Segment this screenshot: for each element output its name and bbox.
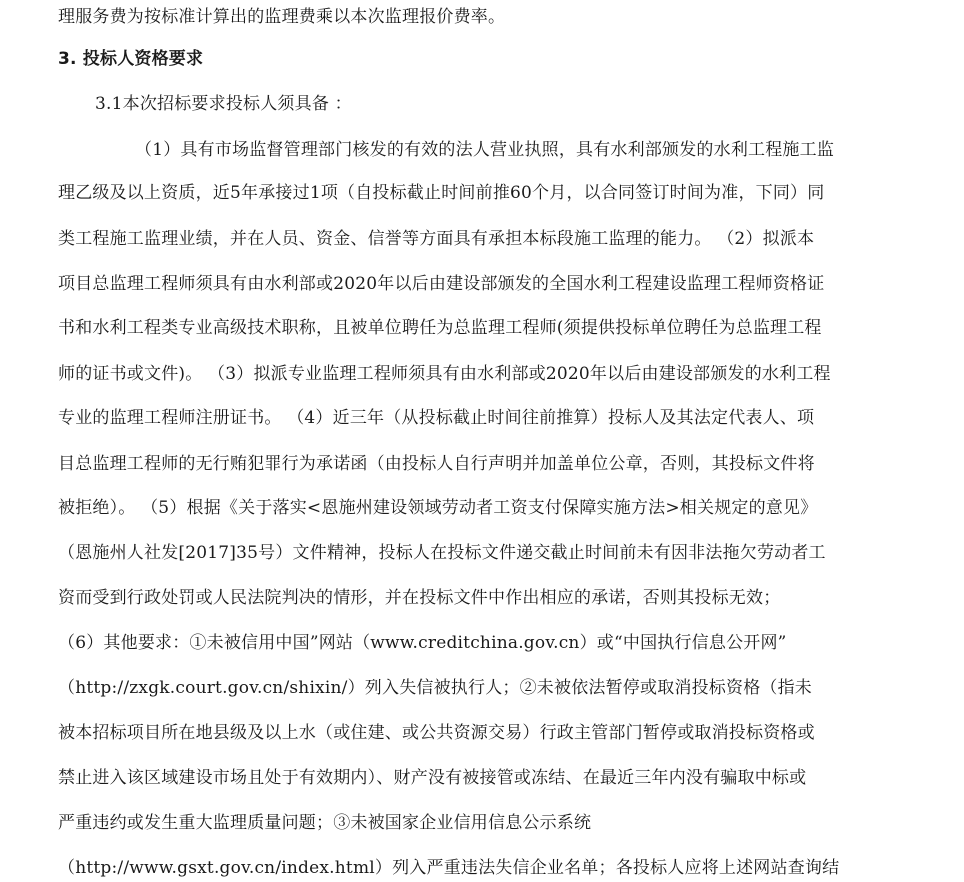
section-heading: 3. 投标人资格要求 <box>58 49 204 69</box>
text-line: 类工程施工监理业绩，并在人员、资金、信誉等方面具有承担本标段施工监理的能力。 （2）拟派本 <box>58 229 815 249</box>
text-line: 专业的监理工程师注册证书。 （4）近三年（从投标截止时间往前推算）投标人及其法定代表人、项 <box>58 408 815 428</box>
text-line: （恩施州人社发[2017]35号）文件精神，投标人在投标文件递交截止时间前未有因非法拖欠劳动者工 <box>58 543 826 563</box>
text-line: （http://zxgk.court.gov.cn/shixin/）列入失信被执行人；②未被依法暂停或取消投标资格（指未 <box>58 678 812 698</box>
text-line: 书和水利工程类专业高级技术职称，且被单位聘任为总监理工程师(须提供投标单位聘任为总监理工程 <box>58 318 822 338</box>
text-line: 目总监理工程师的无行贿犯罪行为承诺函（由投标人自行声明并加盖单位公章，否则，其投标文件将 <box>58 454 815 474</box>
text-line: 禁止进入该区域建设市场且处于有效期内）、财产没有被接管或冻结、在最近三年内没有骗取中标或 <box>58 768 807 788</box>
subsection-heading: 3.1本次招标要求投标人须具备 ： <box>95 94 352 114</box>
text-line: 被拒绝）。 （5）根据《关于落实<恩施州建设领域劳动者工资支付保障实施方法>相关规定的意见》 <box>58 498 818 518</box>
text-line: 理服务费为按标准计算出的监理费乘以本次监理报价费率。 <box>58 7 506 27</box>
text-line: 严重违约或发生重大监理质量问题；③未被国家企业信用信息公示系统 <box>58 813 592 833</box>
text-line: 被本招标项目所在地县级及以上水（或住建、或公共资源交易）行政主管部门暂停或取消投标资格或 <box>58 723 815 743</box>
text-line: 资而受到行政处罚或人民法院判决的情形，并在投标文件中作出相应的承诺，否则其投标无效； <box>58 588 781 608</box>
text-line: （http://www.gsxt.gov.cn/index.html）列入严重违法失信企业名单；各投标人应将上述网站查询结 <box>58 858 840 878</box>
text-line: （6）其他要求：①未被信用中国”网站（www.creditchina.gov.cn）或“中国执行信息公开网” <box>58 633 787 653</box>
text-line: 理乙级及以上资质，近5年承接过1项（自投标截止时间前推60个月，以合同签订时间为准，下同）同 <box>58 183 825 203</box>
text-line: 师的证书或文件)。 （3）拟派专业监理工程师须具有由水利部或2020年以后由建设部颁发的水利工程 <box>58 364 831 384</box>
text-line: 项目总监理工程师须具有由水利部或2020年以后由建设部颁发的全国水利工程建设监理工程师资格证 <box>58 274 825 294</box>
text-line: （1）具有市场监督管理部门核发的有效的法人营业执照，具有水利部颁发的水利工程施工监 <box>135 140 835 160</box>
